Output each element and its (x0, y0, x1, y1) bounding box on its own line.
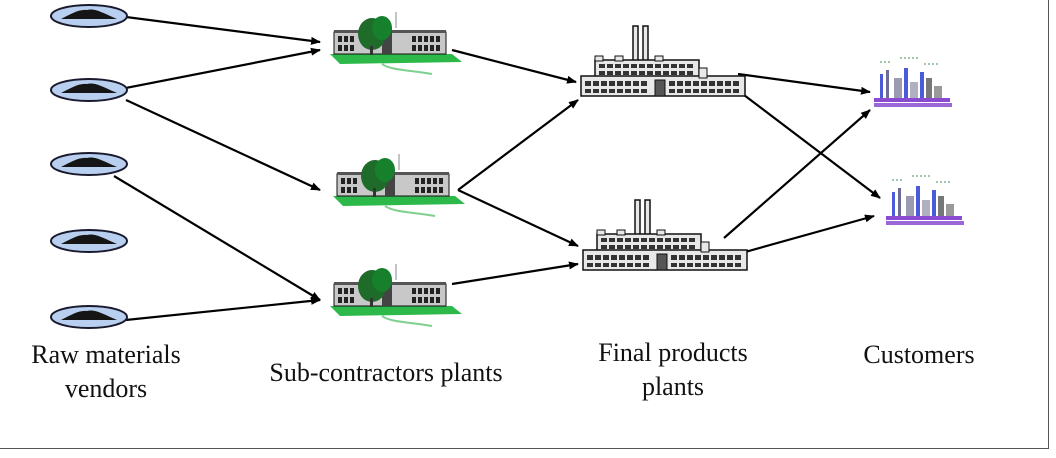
final-plants-label (570, 336, 776, 404)
arrow-sub2-final1 (458, 100, 578, 190)
ore-pile-icon (51, 306, 127, 328)
arrow-final1-cust1 (738, 74, 870, 92)
flow-arrows (114, 17, 880, 320)
arrow-vendor2-sub1 (126, 50, 320, 88)
arrow-sub2-final2 (458, 190, 578, 246)
vendors-label-line2: vendors (64, 374, 148, 403)
ore-pile-icon (51, 153, 127, 175)
ore-pile-icon (51, 5, 127, 27)
vendors-label-line1: Raw materials (31, 340, 181, 369)
arrow-sub1-final1 (452, 50, 576, 82)
vendors-label (8, 338, 204, 406)
final-plants-label-line1: Final products (598, 338, 748, 367)
arrow-vendor5-sub3 (126, 300, 320, 320)
arrow-final1-cust2 (740, 92, 880, 198)
ore-pile-icon (51, 79, 127, 101)
subcontractors-label: Sub-contractors plants (269, 358, 503, 387)
plant-building-icon (330, 12, 462, 74)
arrow-vendor1-sub1 (126, 17, 320, 42)
final-plants-label-line2: plants (641, 372, 705, 401)
plant-building-icon (333, 154, 465, 216)
factory-icon (583, 200, 747, 270)
city-skyline-icon (874, 58, 952, 107)
arrow-vendor3-sub3 (114, 176, 320, 300)
customers-label: Customers (863, 340, 975, 369)
city-skyline-icon (886, 176, 964, 225)
arrow-sub3-final2 (452, 264, 578, 284)
plant-building-icon (330, 264, 462, 326)
arrow-final2-cust2 (738, 216, 874, 254)
ore-pile-icon (51, 230, 127, 252)
factory-icon (581, 26, 745, 96)
arrow-vendor2-sub2 (126, 100, 320, 190)
